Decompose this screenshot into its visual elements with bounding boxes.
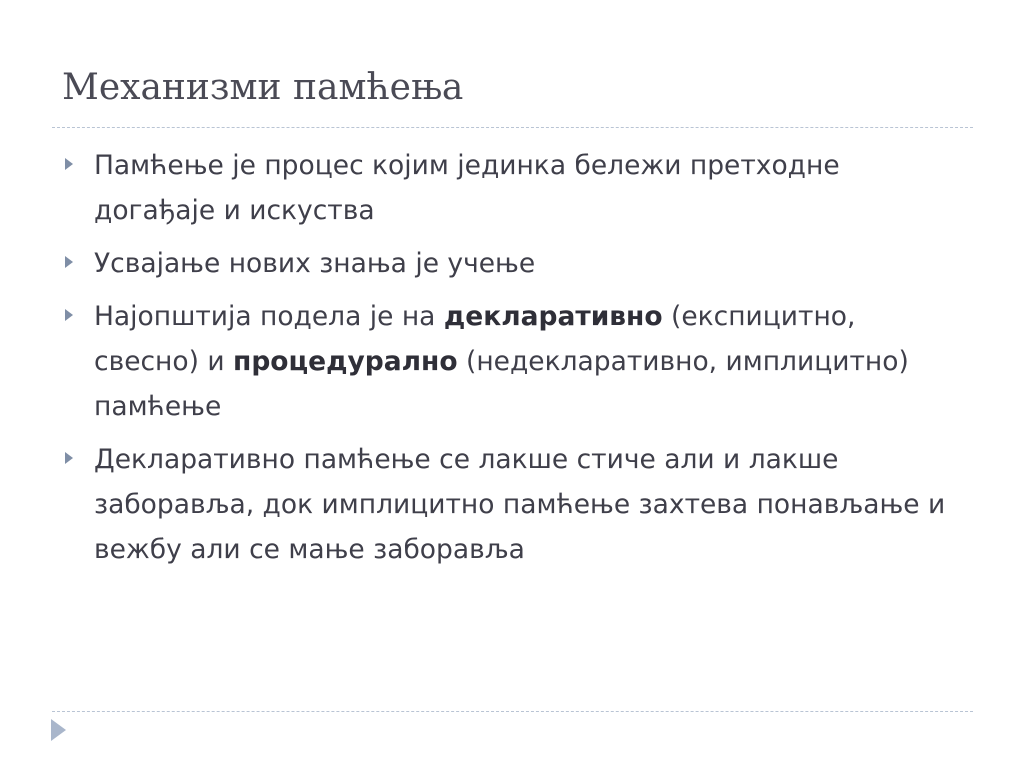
emphasis-declarative: декларативно bbox=[443, 301, 663, 332]
bullet-text-part: Најопштија подела је на bbox=[94, 301, 444, 332]
emphasis-procedural: процедурално bbox=[233, 346, 458, 377]
title-divider bbox=[52, 127, 973, 128]
bullet-list bbox=[62, 143, 962, 580]
bullet-text-part: (недекларативно, имплицитно) памћење bbox=[94, 346, 909, 422]
bullet-item bbox=[62, 241, 962, 286]
slide-title: Механизми памћења bbox=[62, 67, 464, 108]
bullet-item bbox=[62, 437, 962, 572]
footer-divider bbox=[52, 711, 973, 712]
bullet-text: Усвајање нових знања је учење bbox=[94, 248, 536, 279]
bullet-text-part: (експицитно, свесно) и bbox=[94, 301, 856, 377]
footer-triangle-icon bbox=[51, 719, 66, 741]
bullet-triangle-icon bbox=[65, 309, 73, 321]
bullet-triangle-icon bbox=[65, 158, 73, 170]
bullet-triangle-icon bbox=[65, 256, 73, 268]
bullet-item bbox=[62, 294, 962, 429]
bullet-item bbox=[62, 143, 962, 233]
bullet-text: Памћење је процес којим јединка бележи претходне догађаје и искуства bbox=[94, 150, 840, 226]
bullet-triangle-icon bbox=[65, 452, 73, 464]
bullet-text: Декларативно памћење се лакше стиче али и лакше заборавља, док имплицитно памћење захтева понављање и вежбу али се мање заборавља bbox=[94, 444, 946, 565]
